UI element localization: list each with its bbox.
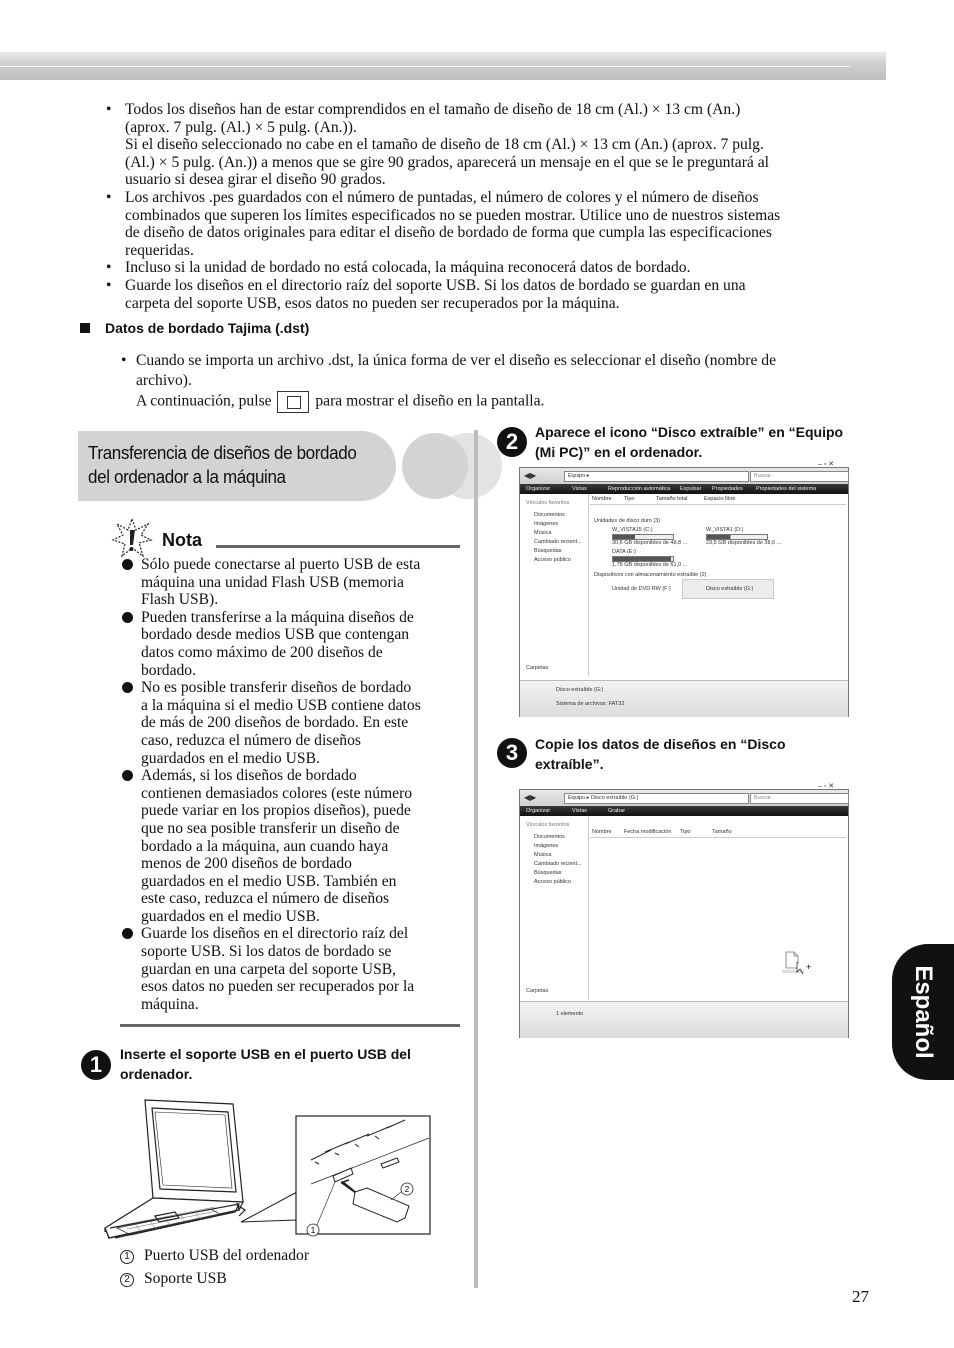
legend-item: 1 Puerto USB del ordenador xyxy=(120,1244,309,1267)
laptop-icon xyxy=(105,1100,245,1238)
list-item: Guarde los diseños en el directorio raíz del soporte USB. Si los datos de bordado se guardan en una carpeta del soporte USB, esos datos no pueden ser recuperados por la máquina. xyxy=(121,925,466,1013)
section-title: Transferencia de diseños de bordado del ordenador a la máquina xyxy=(78,431,458,501)
list-item: No es posible transferir diseños de bordado a la máquina si el medio USB contiene datos de más de 200 diseños de bordado. En este caso, reduzca el número de diseños guardados en el medio USB. xyxy=(121,679,466,767)
svg-text:+: + xyxy=(806,962,812,972)
list-item: • Todos los diseños han de estar comprendidos en el tamaño de diseño de 18 cm (Al.) × 13 cm (An.) (aprox. 7 pulg. (Al.) × 5 pulg. (An.)). Si el diseño seleccionado no cabe en el tamaño de diseño de 18 cm (Al.) × 13 cm (An.) (aprox. 7 pulg. (Al.) × 5 pulg. (An.)) a menos que se gire 90 grados, aparecerá un mensaje en el que se le preguntará al usuario si desea girar el diseño 90 grados. xyxy=(104,101,879,189)
back-forward-icon: ◀▶ xyxy=(524,471,537,480)
laptop-usb-illustration xyxy=(105,1092,440,1242)
list-item: Sólo puede conectarse al puerto USB de esta máquina una unidad Flash USB (memoria Flash USB). xyxy=(121,556,466,609)
step-1-text: Inserte el soporte USB en el puerto USB del ordenador. xyxy=(120,1046,411,1082)
dst-paragraph: • Cuando se importa un archivo .dst, la única forma de ver el diseño es seleccionar el diseño (nombre de archivo). A continuación, pulse para mostrar el diseño en la pantalla. xyxy=(121,351,876,413)
window-controls-icon: – ▫ ✕ xyxy=(818,783,835,790)
display-design-key-icon xyxy=(277,391,309,413)
list-item: Pueden transferirse a la máquina diseños de bordado desde medios USB que contengan datos como máximo de 200 diseños de bordado. xyxy=(121,609,466,679)
note-bottom-rule xyxy=(120,1024,460,1027)
list-item: Además, si los diseños de bordado contienen demasiados colores (este número puede variar en los propios diseños), puede que no sea posible transferir un diseño de bordado a la máquina, aun cuando haya menos de 200 diseños de bordado guardados en el medio USB. También en este caso, reduzca el número de diseños guardados en el medio USB. xyxy=(121,767,466,925)
explorer-screenshot-disco-extraible: ◀▶ Equipo ▸ Disco extraíble (G:) Buscar – ▫ ✕ Organizar Vistas Grabar Vínculos favoritos Documentos Imágenes Música Cambiado recient... Búsquedas Acceso público Carpetas Nombre Fecha modificación Tipo Tamaño + 1 elemento xyxy=(519,789,849,1039)
note-title: Nota xyxy=(162,530,202,550)
step-number-2: 2 xyxy=(497,427,527,457)
file-drop-icon xyxy=(782,950,812,978)
svg-text:2: 2 xyxy=(404,1185,410,1194)
svg-text:1: 1 xyxy=(310,1226,316,1235)
note-icon xyxy=(112,518,152,558)
step-3-text: Copie los datos de diseños en “Disco extraíble”. xyxy=(535,736,786,772)
note-list xyxy=(121,556,466,1013)
column-divider xyxy=(474,430,478,1288)
illustration-legend xyxy=(120,1244,309,1290)
legend-item: 2 Soporte USB xyxy=(120,1267,309,1290)
list-item: • Incluso si la unidad de bordado no está colocada, la máquina reconocerá datos de bordado. xyxy=(104,259,879,277)
explorer-screenshot-equipo: ◀▶ Equipo ▸ Buscar – ▫ ✕ Organizar Vistas Reproducción automática Expulsar Propiedades Propiedades del sistema Vínculos favoritos Documentos Imágenes Música Cambiado recient... Búsquedas Acceso público Carpetas Nombre Tipo Tamaño total Espacio libre Unidades de disco duro (3) W_VISTA15 (C:) 30,6 GB disponibles de 48,8 ... W_VISTA1 (D:) 23,5 GB disponibles de 38,6 ... DATA (E:) 1,75 GB disponibles de 61,0 ... Dispositivos con almacenamiento extraíble (2) Unidad de DVD RW (F:) Disco extraíble (G:) Disco extraíble (G:) Sistema de archivos: FAT32 xyxy=(519,467,849,717)
list-item: • Guarde los diseños en el directorio raíz del soporte USB. Si los datos de bordado se guardan en una carpeta del soporte USB, esos datos no pueden ser recuperados por la máquina. xyxy=(104,277,879,312)
step-2-text: Aparece el icono “Disco extraíble” en “Equipo (Mi PC)” en el ordenador. xyxy=(535,424,844,460)
note-rule xyxy=(216,545,460,548)
square-bullet-icon xyxy=(80,323,90,333)
window-controls-icon: – ▫ ✕ xyxy=(818,461,835,468)
back-forward-icon: ◀▶ xyxy=(524,793,537,802)
requirements-list xyxy=(104,101,879,312)
step-number-1: 1 xyxy=(81,1050,111,1080)
header-bar-highlight xyxy=(0,66,850,67)
language-tab: Español xyxy=(892,944,954,1080)
page-number: 27 xyxy=(852,1287,869,1306)
list-item: • Los archivos .pes guardados con el número de puntadas, el número de colores y el número de diseños combinados que superen los límites especificados no se pueden mostrar. Utilice uno de nuestros sistemas de diseño de datos originales para editar el diseño de bordado de forma que cumpla las especificaciones requeridas. xyxy=(104,189,879,259)
dst-heading: Datos de bordado Tajima (.dst) xyxy=(80,320,309,336)
step-number-3: 3 xyxy=(497,738,527,768)
